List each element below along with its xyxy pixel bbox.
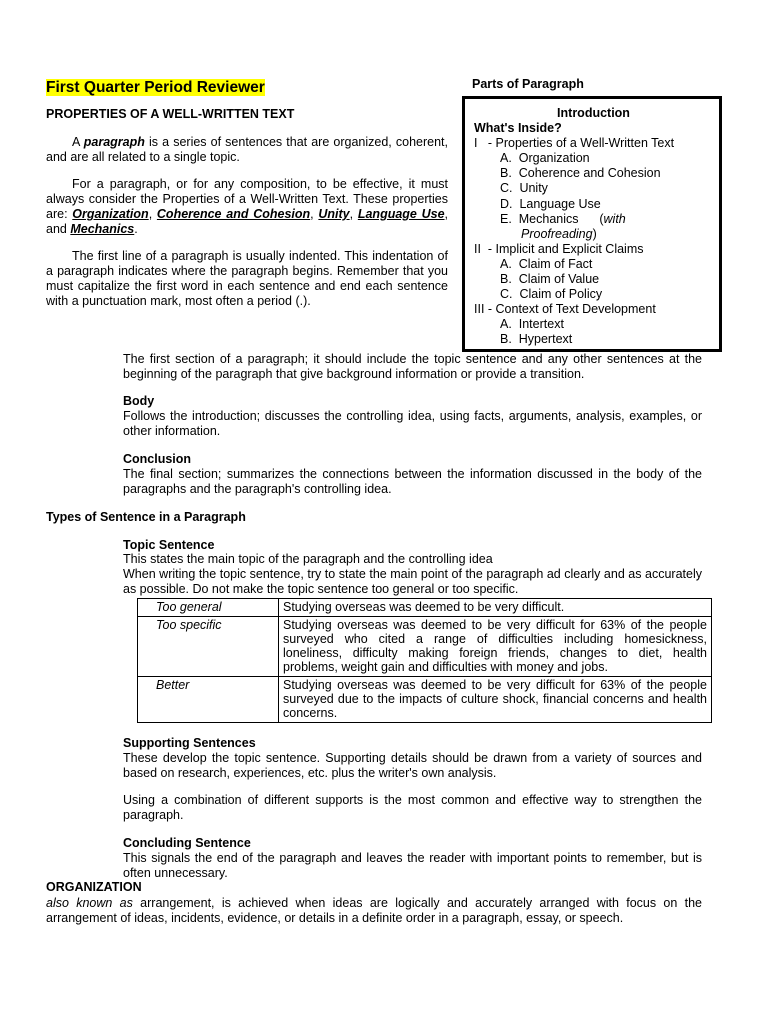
body-definition: Follows the introduction; discusses the controlling idea, using facts, arguments, analysis, examples, or other information. — [123, 409, 702, 438]
organization-heading: ORGANIZATION — [46, 880, 142, 894]
property-coherence: Coherence and Cohesion — [156, 207, 311, 221]
example-text: Studying overseas was deemed to be very difficult. — [279, 599, 712, 617]
title-highlight: First Quarter Period Reviewer — [46, 79, 265, 96]
toc-item-mechanics: E. Mechanics (with — [500, 211, 626, 226]
toc-item: A. Intertext — [500, 317, 564, 332]
page-title — [46, 79, 265, 97]
property-organization: Organization — [72, 207, 149, 221]
section-title: PROPERTIES OF A WELL-WRITTEN TEXT — [46, 107, 295, 121]
topic-sentence-heading: Topic Sentence — [123, 538, 215, 552]
toc-item: B. Coherence and Cohesion — [500, 166, 661, 181]
concluding-sentence-definition: This signals the end of the paragraph and leaves the reader with important points to remember, but is often unnecessary. — [123, 851, 702, 880]
conclusion-heading: Conclusion — [123, 452, 192, 466]
property-language-use: Language Use — [357, 207, 445, 221]
intro-definition: The first section of a paragraph; it should include the topic sentence and any other sentences at the beginning of the paragraph that give background information or provide a transition. — [123, 352, 702, 381]
toc-item: B. Claim of Value — [500, 272, 600, 287]
toc-item: C. Claim of Policy — [500, 287, 603, 302]
supporting-sentences-heading: Supporting Sentences — [123, 736, 256, 750]
toc-item: C. Unity — [500, 181, 548, 196]
toc-item: D. Language Use — [500, 196, 601, 211]
example-label: Too specific — [138, 617, 279, 677]
topic-sentence-advice: When writing the topic sentence, try to state the main point of the paragraph ad clearly and as accurately as possible. Do not make the topic sentence too general or too specific. — [123, 567, 702, 596]
example-text: Studying overseas was deemed to be very difficult for 63% of the people surveyed due to the impacts of culture shock, financial concerns and health concerns. — [279, 677, 712, 723]
toc-introduction-heading: Introduction — [557, 106, 630, 120]
term-paragraph: paragraph — [83, 135, 145, 149]
paragraph-definition: A paragraph is a series of sentences that are organized, coherent, and are all related to a single topic. — [46, 135, 448, 164]
toc-item-proofreading: Proofreading) — [521, 226, 597, 241]
paragraph-indentation: The first line of a paragraph is usually indented. This indentation of a paragraph indicates where the paragraph begins. Remember that you must capitalize the first word in each sentence and end each sentence with a punctuation mark, most often a period (.). — [46, 249, 448, 308]
toc-section-2: II - Implicit and Explicit Claims — [474, 241, 644, 256]
table-row — [138, 599, 712, 617]
table-row — [138, 677, 712, 723]
organization-definition: also known as arrangement, is achieved when ideas are logically and accurately arranged with focus on the arrangement of ideas, incidents, evidence, or details in a definite order in a paragraph, essay, or speech. — [46, 896, 703, 925]
example-text: Studying overseas was deemed to be very difficult for 63% of the people surveyed who cited a range of difficulties including homesickness, loneliness, difficulty making foreign friends, changes to diet, health problems, weight gain and difficulties with money and jobs. — [279, 617, 712, 677]
toc-item: A. Claim of Fact — [500, 256, 593, 271]
topic-sentence-examples-table — [137, 598, 712, 723]
table-row — [138, 617, 712, 677]
supporting-sentences-note: Using a combination of different supports is the most common and effective way to strengthen the paragraph. — [123, 793, 702, 822]
example-label: Better — [138, 677, 279, 723]
toc-item: A. Organization — [500, 151, 590, 166]
types-heading: Types of Sentence in a Paragraph — [46, 510, 246, 524]
topic-sentence-definition: This states the main topic of the paragraph and the controlling idea — [123, 552, 493, 566]
toc-section-1: I - Properties of a Well-Written Text — [474, 136, 675, 151]
toc-item: B. Hypertext — [500, 332, 573, 347]
concluding-sentence-heading: Concluding Sentence — [123, 836, 251, 850]
supporting-sentences-definition: These develop the topic sentence. Supporting details should be drawn from a variety of sources and based on research, experiences, etc. plus the writer's own analysis. — [123, 751, 702, 780]
toc-title: What's Inside? — [474, 121, 562, 136]
property-unity: Unity — [318, 207, 350, 221]
parts-heading: Parts of Paragraph — [472, 77, 584, 91]
paragraph-properties: For a paragraph, or for any composition, to be effective, it must always consider the Properties of a Well-Written Text. These properties are: Organization, Coherence and Cohesion, Unity, Language Use, and Mechanics. — [46, 177, 449, 236]
example-label: Too general — [138, 599, 279, 617]
toc-section-3: III - Context of Text Development — [474, 302, 656, 317]
contents-box — [462, 96, 722, 352]
property-mechanics: Mechanics — [70, 222, 135, 236]
body-heading: Body — [123, 394, 155, 408]
conclusion-definition: The final section; summarizes the connections between the information discussed in the body of the paragraphs and the paragraph's controlling idea. — [123, 467, 702, 496]
